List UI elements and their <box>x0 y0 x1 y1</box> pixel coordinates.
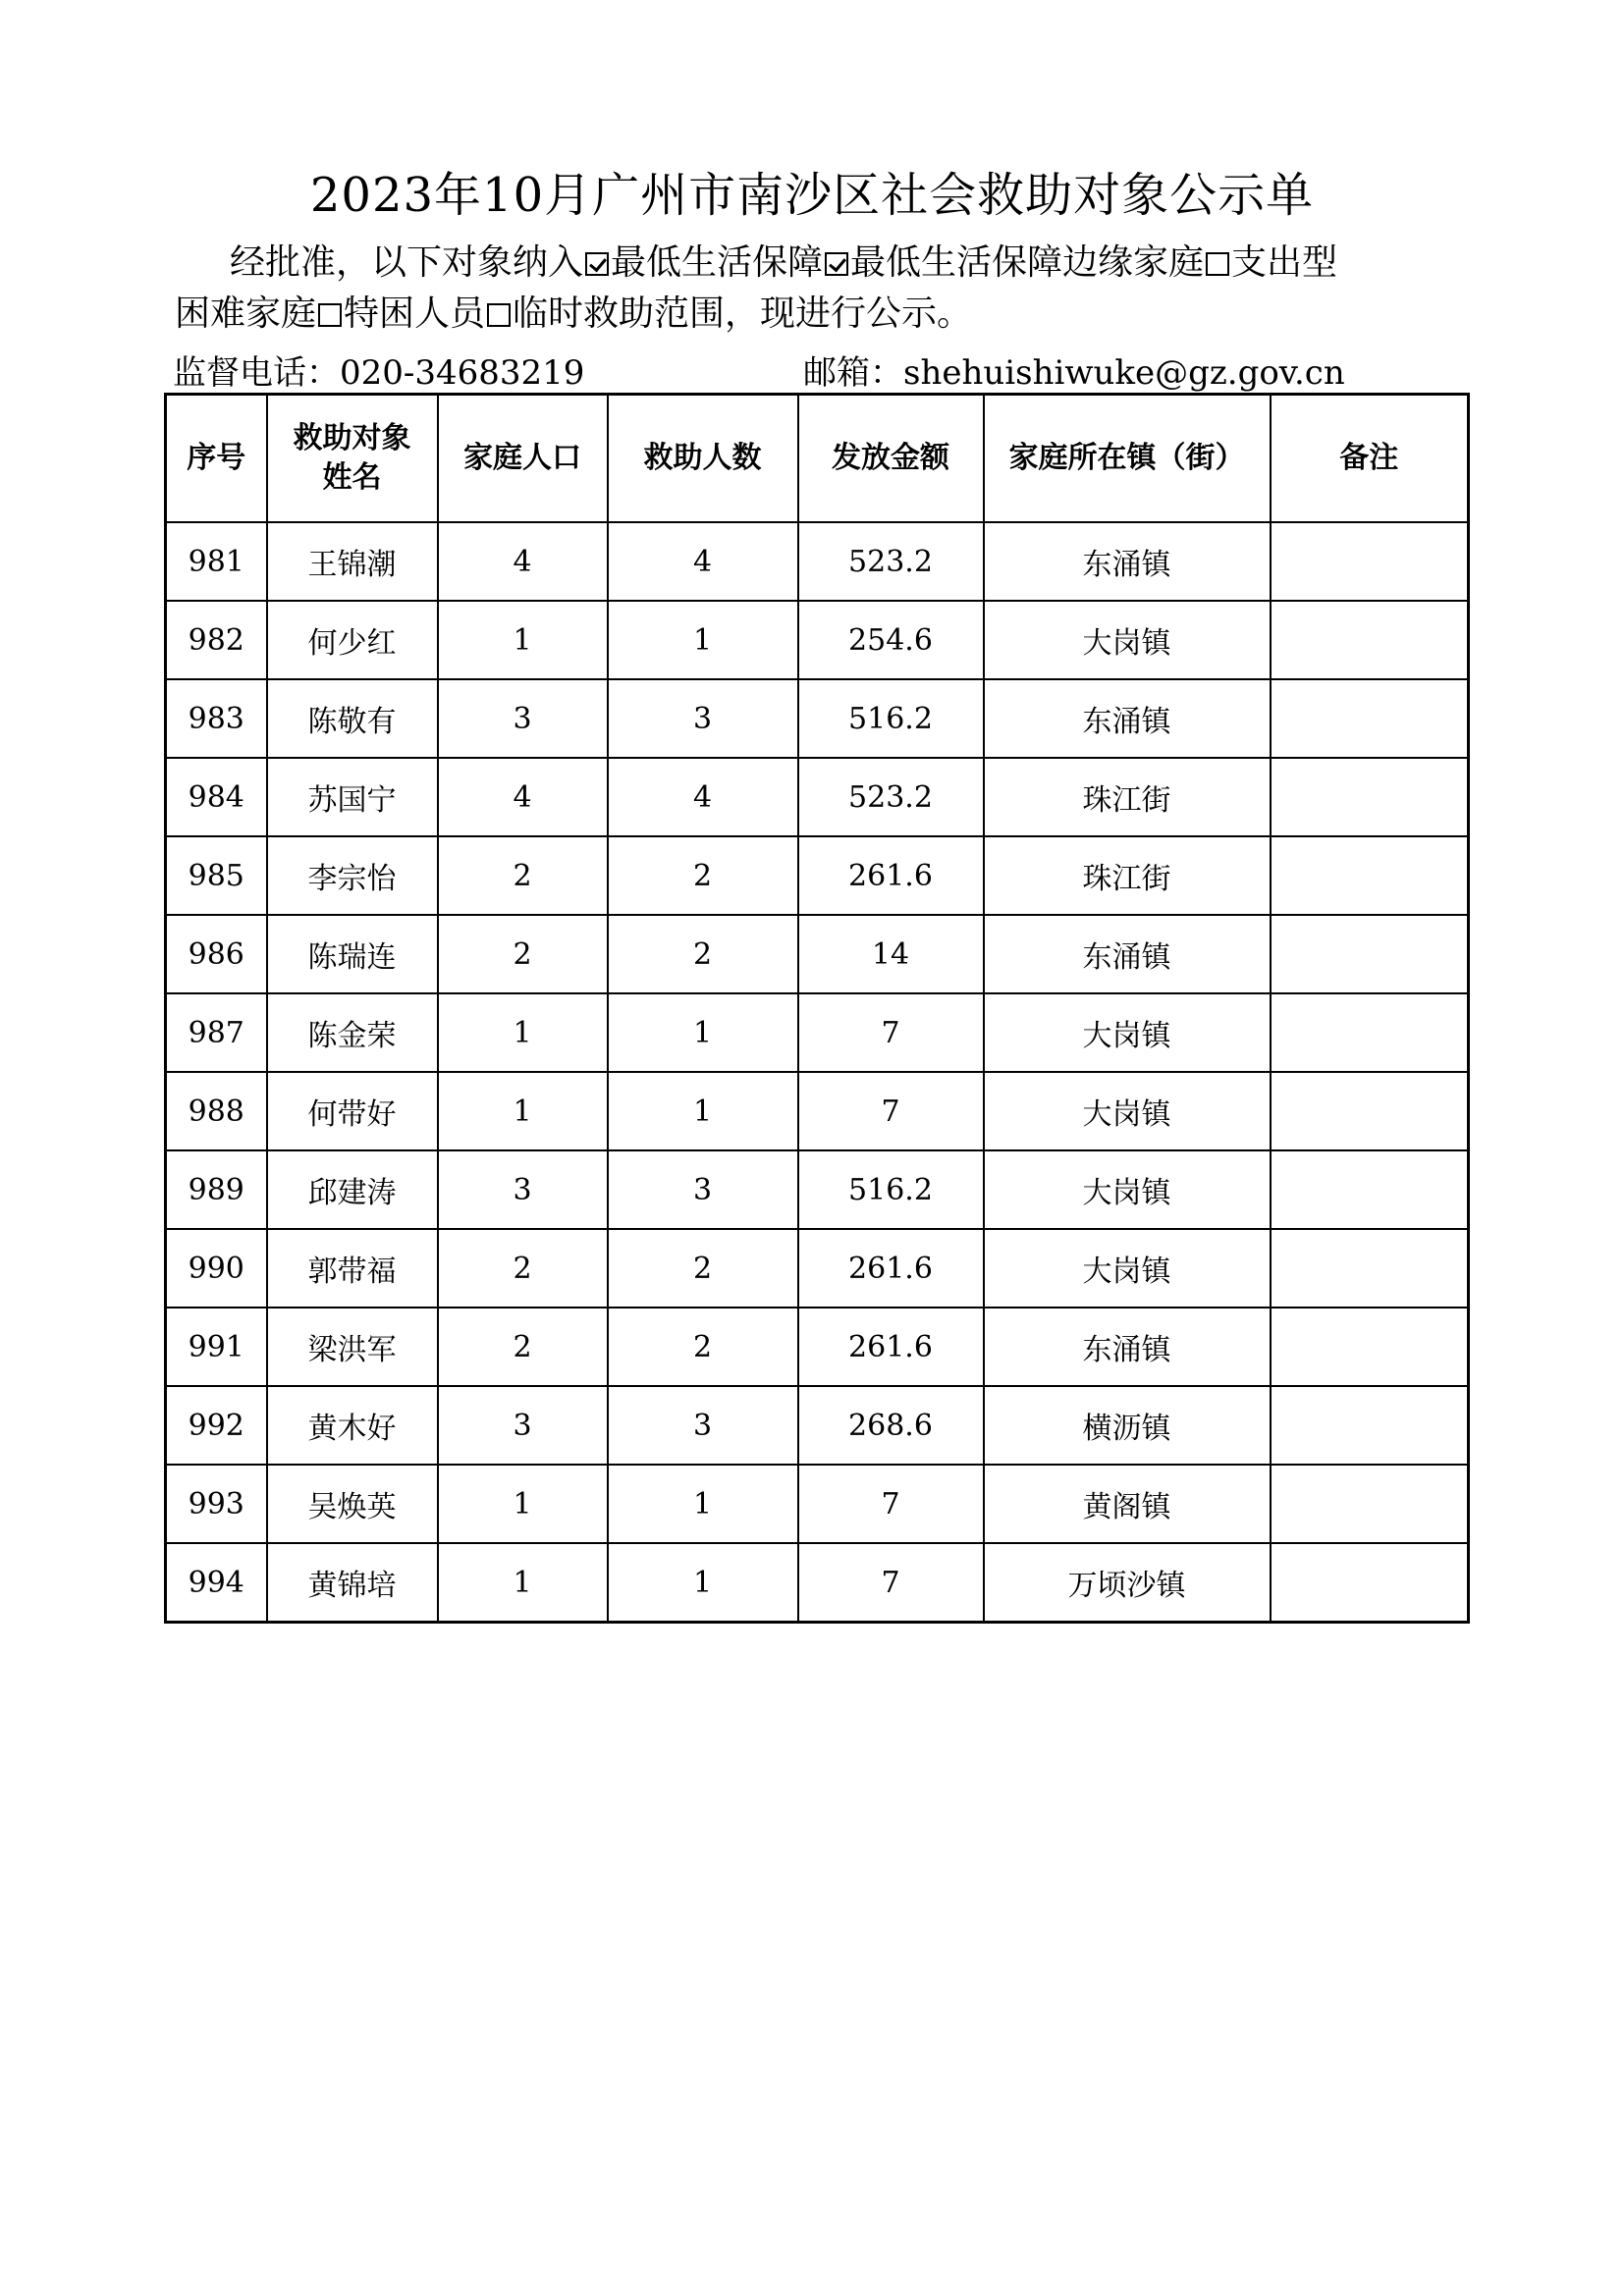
cell-remarks <box>1271 915 1469 993</box>
cell-remarks <box>1271 1072 1469 1150</box>
cell-remarks <box>1271 1150 1469 1229</box>
table-row <box>166 601 1469 679</box>
table-row <box>166 1465 1469 1543</box>
cell-name: 陈瑞连 <box>267 915 438 993</box>
cell-amount: 268.6 <box>798 1386 984 1465</box>
cell-town: 大岗镇 <box>984 1150 1271 1229</box>
contact-line <box>173 346 1469 393</box>
cell-remarks <box>1271 522 1469 601</box>
option-label-marginal-family: 最低生活保障边缘家庭 <box>850 242 1205 283</box>
cell-town: 东涌镇 <box>984 522 1271 601</box>
header-household-size: 家庭人口 <box>438 395 608 523</box>
table-row <box>166 1386 1469 1465</box>
cell-remarks <box>1271 1229 1469 1308</box>
cell-remarks <box>1271 758 1469 836</box>
cell-household-size: 4 <box>438 758 608 836</box>
header-recipient-name: 救助对象 姓名 <box>267 395 438 523</box>
cell-name: 黄木好 <box>267 1386 438 1465</box>
header-serial: 序号 <box>166 395 267 523</box>
table-row <box>166 679 1469 758</box>
cell-aided-count: 1 <box>608 1543 798 1623</box>
option-label-temporary-aid: 临时救助范围，现进行公示。 <box>513 294 973 334</box>
recipients-table <box>164 393 1470 1624</box>
cell-town: 东涌镇 <box>984 915 1271 993</box>
cell-amount: 7 <box>798 1072 984 1150</box>
checkbox-checked-icon <box>825 252 848 276</box>
cell-amount: 261.6 <box>798 1308 984 1386</box>
cell-name: 李宗怡 <box>267 836 438 915</box>
option-label-hardship-family: 困难家庭 <box>175 294 317 334</box>
cell-household-size: 2 <box>438 915 608 993</box>
table-row <box>166 836 1469 915</box>
cell-aided-count: 3 <box>608 1386 798 1465</box>
checkbox-empty-icon <box>487 303 511 327</box>
cell-serial: 990 <box>166 1229 267 1308</box>
table-body <box>166 522 1469 1623</box>
cell-amount: 516.2 <box>798 1150 984 1229</box>
checkbox-checked-icon <box>585 252 609 276</box>
cell-household-size: 4 <box>438 522 608 601</box>
cell-name: 梁洪军 <box>267 1308 438 1386</box>
cell-serial: 993 <box>166 1465 267 1543</box>
cell-aided-count: 2 <box>608 915 798 993</box>
cell-aided-count: 1 <box>608 1465 798 1543</box>
option-label-minimum-living: 最低生活保障 <box>611 242 824 283</box>
cell-household-size: 2 <box>438 1229 608 1308</box>
cell-aided-count: 2 <box>608 836 798 915</box>
cell-household-size: 1 <box>438 601 608 679</box>
cell-town: 珠江街 <box>984 758 1271 836</box>
cell-household-size: 1 <box>438 1543 608 1623</box>
intro-paragraph <box>175 238 1471 340</box>
cell-aided-count: 1 <box>608 1072 798 1150</box>
table-row <box>166 993 1469 1072</box>
checkbox-empty-icon <box>318 303 342 327</box>
cell-amount: 14 <box>798 915 984 993</box>
table-header-row <box>166 395 1469 523</box>
cell-aided-count: 1 <box>608 601 798 679</box>
supervision-phone: 监督电话：020-34683219 <box>173 353 585 393</box>
cell-serial: 991 <box>166 1308 267 1386</box>
cell-amount: 7 <box>798 993 984 1072</box>
cell-remarks <box>1271 679 1469 758</box>
cell-remarks <box>1271 836 1469 915</box>
cell-name: 邱建涛 <box>267 1150 438 1229</box>
cell-town: 大岗镇 <box>984 601 1271 679</box>
cell-name: 何少红 <box>267 601 438 679</box>
cell-town: 万顷沙镇 <box>984 1543 1271 1623</box>
cell-amount: 7 <box>798 1465 984 1543</box>
header-amount: 发放金额 <box>798 395 984 523</box>
cell-household-size: 3 <box>438 1386 608 1465</box>
cell-remarks <box>1271 1386 1469 1465</box>
option-label-expenditure: 支出型 <box>1231 242 1338 283</box>
cell-household-size: 1 <box>438 993 608 1072</box>
cell-town: 大岗镇 <box>984 993 1271 1072</box>
cell-aided-count: 2 <box>608 1308 798 1386</box>
cell-serial: 989 <box>166 1150 267 1229</box>
cell-name: 陈金荣 <box>267 993 438 1072</box>
table-row <box>166 758 1469 836</box>
cell-household-size: 1 <box>438 1465 608 1543</box>
cell-name: 吴焕英 <box>267 1465 438 1543</box>
cell-serial: 982 <box>166 601 267 679</box>
cell-serial: 985 <box>166 836 267 915</box>
header-aided-count: 救助人数 <box>608 395 798 523</box>
cell-name: 王锦潮 <box>267 522 438 601</box>
cell-town: 黄阁镇 <box>984 1465 1271 1543</box>
cell-serial: 988 <box>166 1072 267 1150</box>
checkbox-empty-icon <box>1206 252 1229 276</box>
cell-town: 珠江街 <box>984 836 1271 915</box>
cell-serial: 984 <box>166 758 267 836</box>
cell-serial: 987 <box>166 993 267 1072</box>
table-row <box>166 915 1469 993</box>
cell-household-size: 2 <box>438 836 608 915</box>
cell-town: 大岗镇 <box>984 1229 1271 1308</box>
cell-name: 陈敬有 <box>267 679 438 758</box>
cell-town: 东涌镇 <box>984 679 1271 758</box>
contact-email: 邮箱：shehuishiwuke@gz.gov.cn <box>803 353 1345 393</box>
cell-amount: 261.6 <box>798 836 984 915</box>
cell-aided-count: 3 <box>608 679 798 758</box>
cell-town: 东涌镇 <box>984 1308 1271 1386</box>
table-row <box>166 1229 1469 1308</box>
cell-town: 大岗镇 <box>984 1072 1271 1150</box>
cell-amount: 523.2 <box>798 758 984 836</box>
cell-remarks <box>1271 1543 1469 1623</box>
cell-serial: 981 <box>166 522 267 601</box>
cell-remarks <box>1271 1308 1469 1386</box>
cell-aided-count: 3 <box>608 1150 798 1229</box>
cell-remarks <box>1271 601 1469 679</box>
option-label-extreme-poverty: 特困人员 <box>344 294 486 334</box>
cell-aided-count: 2 <box>608 1229 798 1308</box>
cell-amount: 261.6 <box>798 1229 984 1308</box>
cell-amount: 523.2 <box>798 522 984 601</box>
cell-aided-count: 4 <box>608 522 798 601</box>
header-town: 家庭所在镇（街） <box>984 395 1271 523</box>
cell-aided-count: 1 <box>608 993 798 1072</box>
table-row <box>166 1308 1469 1386</box>
table-row <box>166 1543 1469 1623</box>
cell-aided-count: 4 <box>608 758 798 836</box>
cell-remarks <box>1271 1465 1469 1543</box>
cell-name: 黄锦培 <box>267 1543 438 1623</box>
cell-amount: 7 <box>798 1543 984 1623</box>
cell-serial: 986 <box>166 915 267 993</box>
cell-name: 苏国宁 <box>267 758 438 836</box>
cell-name: 何带好 <box>267 1072 438 1150</box>
header-remarks: 备注 <box>1271 395 1469 523</box>
cell-household-size: 3 <box>438 1150 608 1229</box>
cell-serial: 983 <box>166 679 267 758</box>
cell-serial: 994 <box>166 1543 267 1623</box>
intro-line-1 <box>175 238 1471 289</box>
table-row <box>166 522 1469 601</box>
table-row <box>166 1150 1469 1229</box>
cell-town: 横沥镇 <box>984 1386 1271 1465</box>
intro-lead: 经批准，以下对象纳入 <box>230 242 584 283</box>
cell-household-size: 1 <box>438 1072 608 1150</box>
table-row <box>166 1072 1469 1150</box>
page-title: 2023年10月广州市南沙区社会救助对象公示单 <box>309 168 1315 223</box>
cell-amount: 254.6 <box>798 601 984 679</box>
cell-household-size: 2 <box>438 1308 608 1386</box>
intro-line-2 <box>175 289 1471 340</box>
cell-amount: 516.2 <box>798 679 984 758</box>
cell-name: 郭带福 <box>267 1229 438 1308</box>
cell-serial: 992 <box>166 1386 267 1465</box>
cell-remarks <box>1271 993 1469 1072</box>
cell-household-size: 3 <box>438 679 608 758</box>
